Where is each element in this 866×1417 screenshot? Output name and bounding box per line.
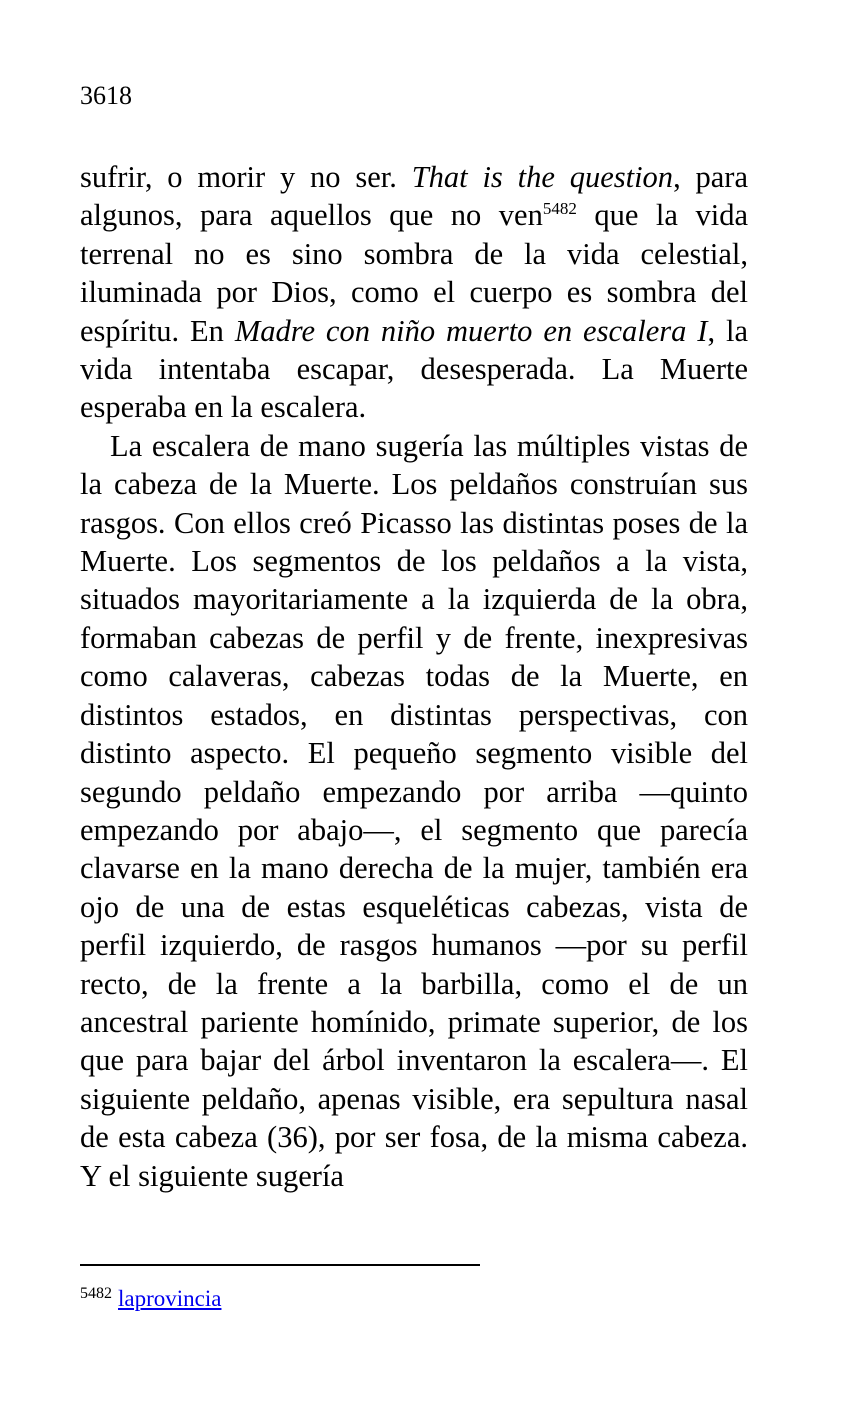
text-run: que la vida terrenal no es sino sombra de la vida celestial, iluminada por Dios, como el cuerpo es sombra del espíritu. En bbox=[80, 198, 748, 348]
footnote bbox=[80, 1284, 221, 1314]
main-text bbox=[80, 158, 748, 1195]
paragraph bbox=[80, 158, 748, 427]
footnote-reference[interactable]: 5482 bbox=[542, 199, 577, 219]
page-number: 3618 bbox=[80, 81, 132, 110]
paragraph: La escalera de mano sugería las múltiples vistas de la cabeza de la Muerte. Los peldaños construían sus rasgos. Con ellos creó Picasso las distintas poses de la Muerte. Los segmentos de los peldaños a la vista, situados mayoritariamente a la izquierda de la obra, formaban cabezas de perfil y de frente, inexpresivas como calaveras, cabezas todas de la Muerte, en distintos estados, en distintas perspectivas, con distinto aspecto. El pequeño segmento visible del segundo peldaño empezando por arriba —quinto empezando por abajo—, el segmento que parecía clavarse en la mano derecha de la mujer, también era ojo de una de estas esqueléticas cabezas, vista de perfil izquierdo, de rasgos humanos —por su perfil recto, de la frente a la barbilla, como el de un ancestral pariente homínido, primate superior, de los que para bajar del árbol inventaron la escalera—. El siguiente peldaño, apenas visible, era sepultura nasal de esta cabeza (36), por ser fosa, de la misma cabeza. Y el siguiente sugería bbox=[80, 428, 748, 1193]
text-run: sufrir, o morir y no ser. bbox=[80, 160, 412, 194]
artwork-title: Madre con niño muerto en escalera I bbox=[234, 313, 708, 348]
text-run: , la vida intentaba escapar, desesperada. La Muerte esperaba en la escalera. bbox=[80, 313, 748, 425]
footnote-link[interactable]: laprovincia bbox=[118, 1286, 222, 1311]
italic-phrase: That is the question bbox=[411, 160, 674, 194]
text-run: , para algunos, para aquellos que no ven bbox=[80, 160, 748, 233]
footnote-divider bbox=[80, 1264, 480, 1266]
footnote-number: 5482 bbox=[80, 1285, 112, 1302]
